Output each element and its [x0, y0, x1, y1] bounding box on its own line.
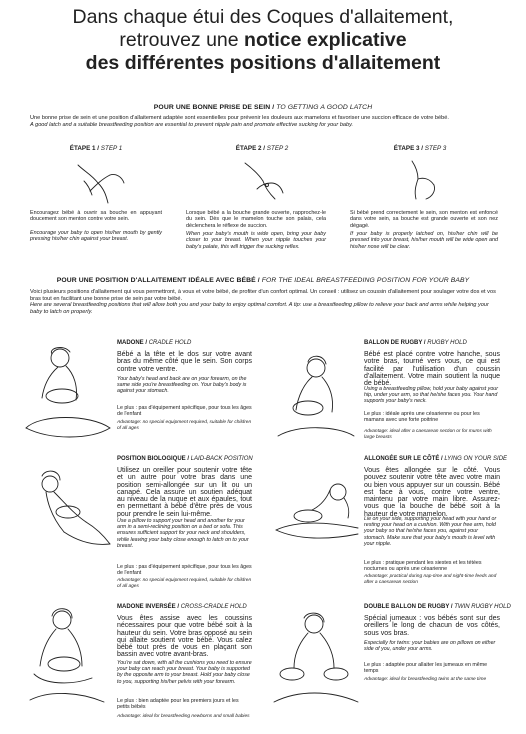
cradle-hold-text-en: Your baby's head and back are on your forearm, on the same side you're breastfeeding on. Your baby's body is against your stomach.: [117, 376, 247, 395]
cross-cradle-plus: Le plus : bien adaptée pour les premiers jours et les petits bébés: [117, 698, 239, 711]
step-2-illustration: [235, 155, 295, 205]
latch-intro-fr: Une bonne prise de sein et une position d'allaitement adaptée sont essentielles pour prévenir les douleurs aux mamelons et favoriser une succion efficace de votre bébé.: [30, 115, 449, 121]
step-1-illustration: [70, 155, 130, 205]
latch-section-title: POUR UNE BONNE PRISE DE SEIN / TO GETTING A GOOD LATCH: [153, 104, 373, 111]
header-line-2-bold: notice explicative: [244, 29, 407, 51]
step-3-illustration: [392, 155, 452, 205]
laid-back-text-fr: Utilisez un oreiller pour soutenir votre tête et un autre pour votre bras dans une position semi-allongée sur un lit ou un canapé. Cela assure un soutien adéquat au niveau de la nuque et aux épaules, tout en permettant à bébé d'être près de vous pour prendre le sein lui-même.: [117, 467, 252, 518]
latch-intro-en: A good latch and a suitable breastfeeding position are essential to prevent nipple pain and promote effective sucking for your baby.: [30, 121, 354, 128]
cross-cradle-advantage: Advantage: ideal for breastfeeding newborns and small babies: [117, 714, 250, 719]
lying-side-title: ALLONGÉE SUR LE CÔTÉ / LYING ON YOUR SIDE: [364, 456, 508, 462]
step-3-text-en: If your baby is properly latched on, his/her chin will be pressed into your breast, his/her mouth will be wide open and his/her nose will be clear.: [350, 231, 498, 250]
lying-side-text-fr: Vous êtes allongée sur le côté. Vous pouvez soutenir votre tête avec votre main ou bien vous appuyer sur un coussin. Bébé est face à vous, contre votre ventre, maintenu par votre main libre. Assurez-vous que la bouche de bébé soit à la hauteur de votre mamelon.: [364, 467, 500, 518]
step-3-title-fr: ÉTAPE 3: [393, 145, 420, 152]
header-line-2-pre: retrouvez une: [119, 29, 245, 51]
latch-title-fr: POUR UNE BONNE PRISE DE SEIN: [153, 104, 271, 111]
rugby-hold-title-en: RUGBY HOLD: [427, 340, 467, 346]
positions-section-title: POUR UNE POSITION D'ALLAITEMENT IDÉALE AVEC BÉBÉ / FOR THE IDEAL BREASTFEEDING POSITION FOR YOUR BABY: [56, 277, 470, 284]
positions-title-en: FOR THE IDEAL BREASTFEEDING POSITION FOR YOUR BABY: [261, 277, 470, 284]
laid-back-plus: Le plus : pas d'équipement spécifique, pour tous les âges de l'enfant: [117, 564, 252, 577]
step-3-text-fr: Si bébé prend correctement le sein, son menton est enfoncé dans votre sein, sa bouche est grande ouverte et son nez dégagé.: [350, 210, 498, 229]
cross-cradle-text-fr: Vous êtes assise avec les coussins nécessaires pour que votre bébé soit à la hauteur du sein. Votre bras opposé au sein qui allaite soutient votre bébé. Vous calez bébé tout près de vous en plaçant son bassin avec votre avant-bras.: [117, 615, 252, 659]
rugby-hold-illustration: [268, 344, 363, 444]
cross-cradle-illustration: [20, 604, 115, 712]
header-line-2: [0, 29, 526, 52]
twin-rugby-text-fr: Spécial jumeaux : vos bébés sont sur des oreillers le long de chacun de vos côtés, sous vos bras.: [364, 615, 500, 637]
rugby-hold-plus: Le plus : idéale après une césarienne ou pour les mamans avec une forte poitrine: [364, 411, 480, 424]
twin-rugby-illustration: [268, 608, 363, 712]
latch-title-en: TO GETTING A GOOD LATCH: [276, 104, 373, 111]
header-line-1: Dans chaque étui des Coques d'allaitement,: [72, 6, 454, 28]
rugby-hold-text-fr: Bébé est placé contre votre hanche, sous votre bras, tourné vers vous, ce qui est facilité par l'utilisation d'un coussin d'allaitement. Votre main soutient la nuque de bébé.: [364, 351, 500, 388]
positions-intro: [30, 289, 500, 315]
positions-intro-fr: Voici plusieurs positions d'allaitement qui vous permettront, à vous et votre bébé, de profiter d'un confort optimal. Un conseil : utilisez un coussin d'allaitement pour soulager votre dos et vos bras tout en facilitant une bonne prise de sein par votre bébé.: [30, 289, 496, 302]
twin-rugby-title: DOUBLE BALLON DE RUGBY / TWIN RUGBY HOLD: [364, 604, 511, 610]
laid-back-text-en: Use a pillow to support your head and another for your arm in a semi-reclining position on a bed or sofa. This ensures sufficient support for your neck and shoulders, while leaving your baby close enough to latch on to your breast.: [117, 518, 249, 549]
laid-back-illustration: [20, 462, 115, 562]
cradle-hold-title-en: CRADLE HOLD: [148, 340, 192, 346]
step-1-title-fr: ÉTAPE 1: [69, 145, 96, 152]
rugby-hold-title-fr: BALLON DE RUGBY: [364, 340, 423, 346]
lying-side-plus: Le plus : pratique pendant les siestes et les tétées nocturnes ou après une césarienne: [364, 560, 482, 573]
lying-side-title-fr: ALLONGÉE SUR LE CÔTÉ: [364, 456, 440, 462]
rugby-hold-text-en: Using a breastfeeding pillow, hold your baby against your hip, under your arm, so that he/she faces you. Your hand supports your baby's neck.: [364, 386, 498, 405]
lying-side-text-en: Lie on your side, supporting your head with your hand or resting your head on a cushion. With your free arm, hold your baby so that he/she faces you, against your stomach. Make sure that your baby's mouth is level with your nipple.: [364, 516, 497, 547]
twin-rugby-title-en: TWIN RUGBY HOLD: [454, 604, 511, 610]
cross-cradle-title-fr: MADONE INVERSÉE: [117, 604, 176, 610]
cradle-hold-title: MADONE / CRADLE HOLD: [117, 340, 192, 346]
laid-back-title: POSITION BIOLOGIQUE / LAID-BACK POSITION: [117, 456, 253, 462]
cradle-hold-plus: Le plus : pas d'équipement spécifique, pour tous les âges de l'enfant: [117, 405, 252, 418]
twin-rugby-title-fr: DOUBLE BALLON DE RUGBY: [364, 604, 450, 610]
twin-rugby-advantage: Advantage: ideal for breastfeeding twins at the same time: [364, 677, 487, 682]
step-2-title: ÉTAPE 2 / STEP 2: [235, 145, 289, 152]
step-3-title: ÉTAPE 3 / STEP 3: [393, 145, 447, 152]
step-2-text-fr: Lorsque bébé a la bouche grande ouverte, rapprochez-le du sein. Dès que le mamelon touche son palais, cela déclenchera le réflexe de succion.: [186, 210, 326, 229]
cradle-hold-title-fr: MADONE: [117, 340, 144, 346]
step-2-title-fr: ÉTAPE 2: [235, 145, 262, 152]
step-1-title: ÉTAPE 1 / STEP 1: [69, 145, 123, 152]
positions-intro-en: Here are several breastfeeding positions that will allow both you and your baby to enjoy optimal comfort. A tip: use a breastfeeding pillow to relieve your back and arms while helping your baby to latch on properly.: [30, 302, 489, 315]
laid-back-advantage: Advantage: no special equipment required, suitable for children of all ages: [117, 578, 252, 589]
rugby-hold-title: BALLON DE RUGBY / RUGBY HOLD: [364, 340, 467, 346]
twin-rugby-plus: Le plus : adaptée pour allaiter les jumeaux en même temps: [364, 662, 488, 675]
cradle-hold-advantage: Advantage: no special equipment required, suitable for children of all ages: [117, 420, 252, 431]
twin-rugby-text-en: Especially for twins: your babies are on pillows on either side of you, under your arms.: [364, 640, 496, 653]
step-3-title-en: STEP 3: [424, 145, 447, 152]
cross-cradle-text-en: You're sat down, with all the cushions you need to ensure your baby can reach your breast. Your baby is supported by the opposite arm to your breast. Hold your baby close to you, supporting his/her pelvis with your forearm.: [117, 660, 252, 685]
page-header: [0, 6, 526, 75]
latch-intro: [30, 115, 500, 128]
rugby-hold-advantage: Advantage: ideal after a caesarean section or for mums with large breasts: [364, 429, 492, 440]
step-1-text-en: Encourage your baby to open his/her mouth by gently pressing his/her chin against your breast.: [30, 230, 162, 243]
header-line-3: des différentes positions d'allaitement: [85, 52, 441, 74]
laid-back-title-en: LAID-BACK POSITION: [190, 456, 253, 462]
cross-cradle-title: MADONE INVERSÉE / CROSS-CRADLE HOLD: [117, 604, 247, 610]
laid-back-title-fr: POSITION BIOLOGIQUE: [117, 456, 186, 462]
step-2-title-en: STEP 2: [266, 145, 289, 152]
step-1-text-fr: Encouragez bébé à ouvrir sa bouche en appuyant doucement son menton contre votre sein.: [30, 210, 162, 223]
cradle-hold-illustration: [20, 344, 115, 444]
cradle-hold-text-fr: Bébé a la tête et le dos sur votre avant bras du même côté que le sein. Son corps contre votre ventre.: [117, 351, 252, 373]
step-1-title-en: STEP 1: [100, 145, 123, 152]
lying-side-title-en: LYING ON YOUR SIDE: [444, 456, 508, 462]
positions-title-fr: POUR UNE POSITION D'ALLAITEMENT IDÉALE AVEC BÉBÉ: [56, 277, 256, 284]
cross-cradle-title-en: CROSS-CRADLE HOLD: [180, 604, 247, 610]
lying-side-advantage: Advantage: practical during nap-time and night-time feeds and after a caesarean section: [364, 574, 497, 585]
step-2-text-en: When your baby's mouth is wide open, bring your baby closer to your breast. When your nipple touches your baby's palate, this will trigger the sucking reflex.: [186, 231, 326, 250]
lying-side-illustration: [268, 470, 363, 560]
